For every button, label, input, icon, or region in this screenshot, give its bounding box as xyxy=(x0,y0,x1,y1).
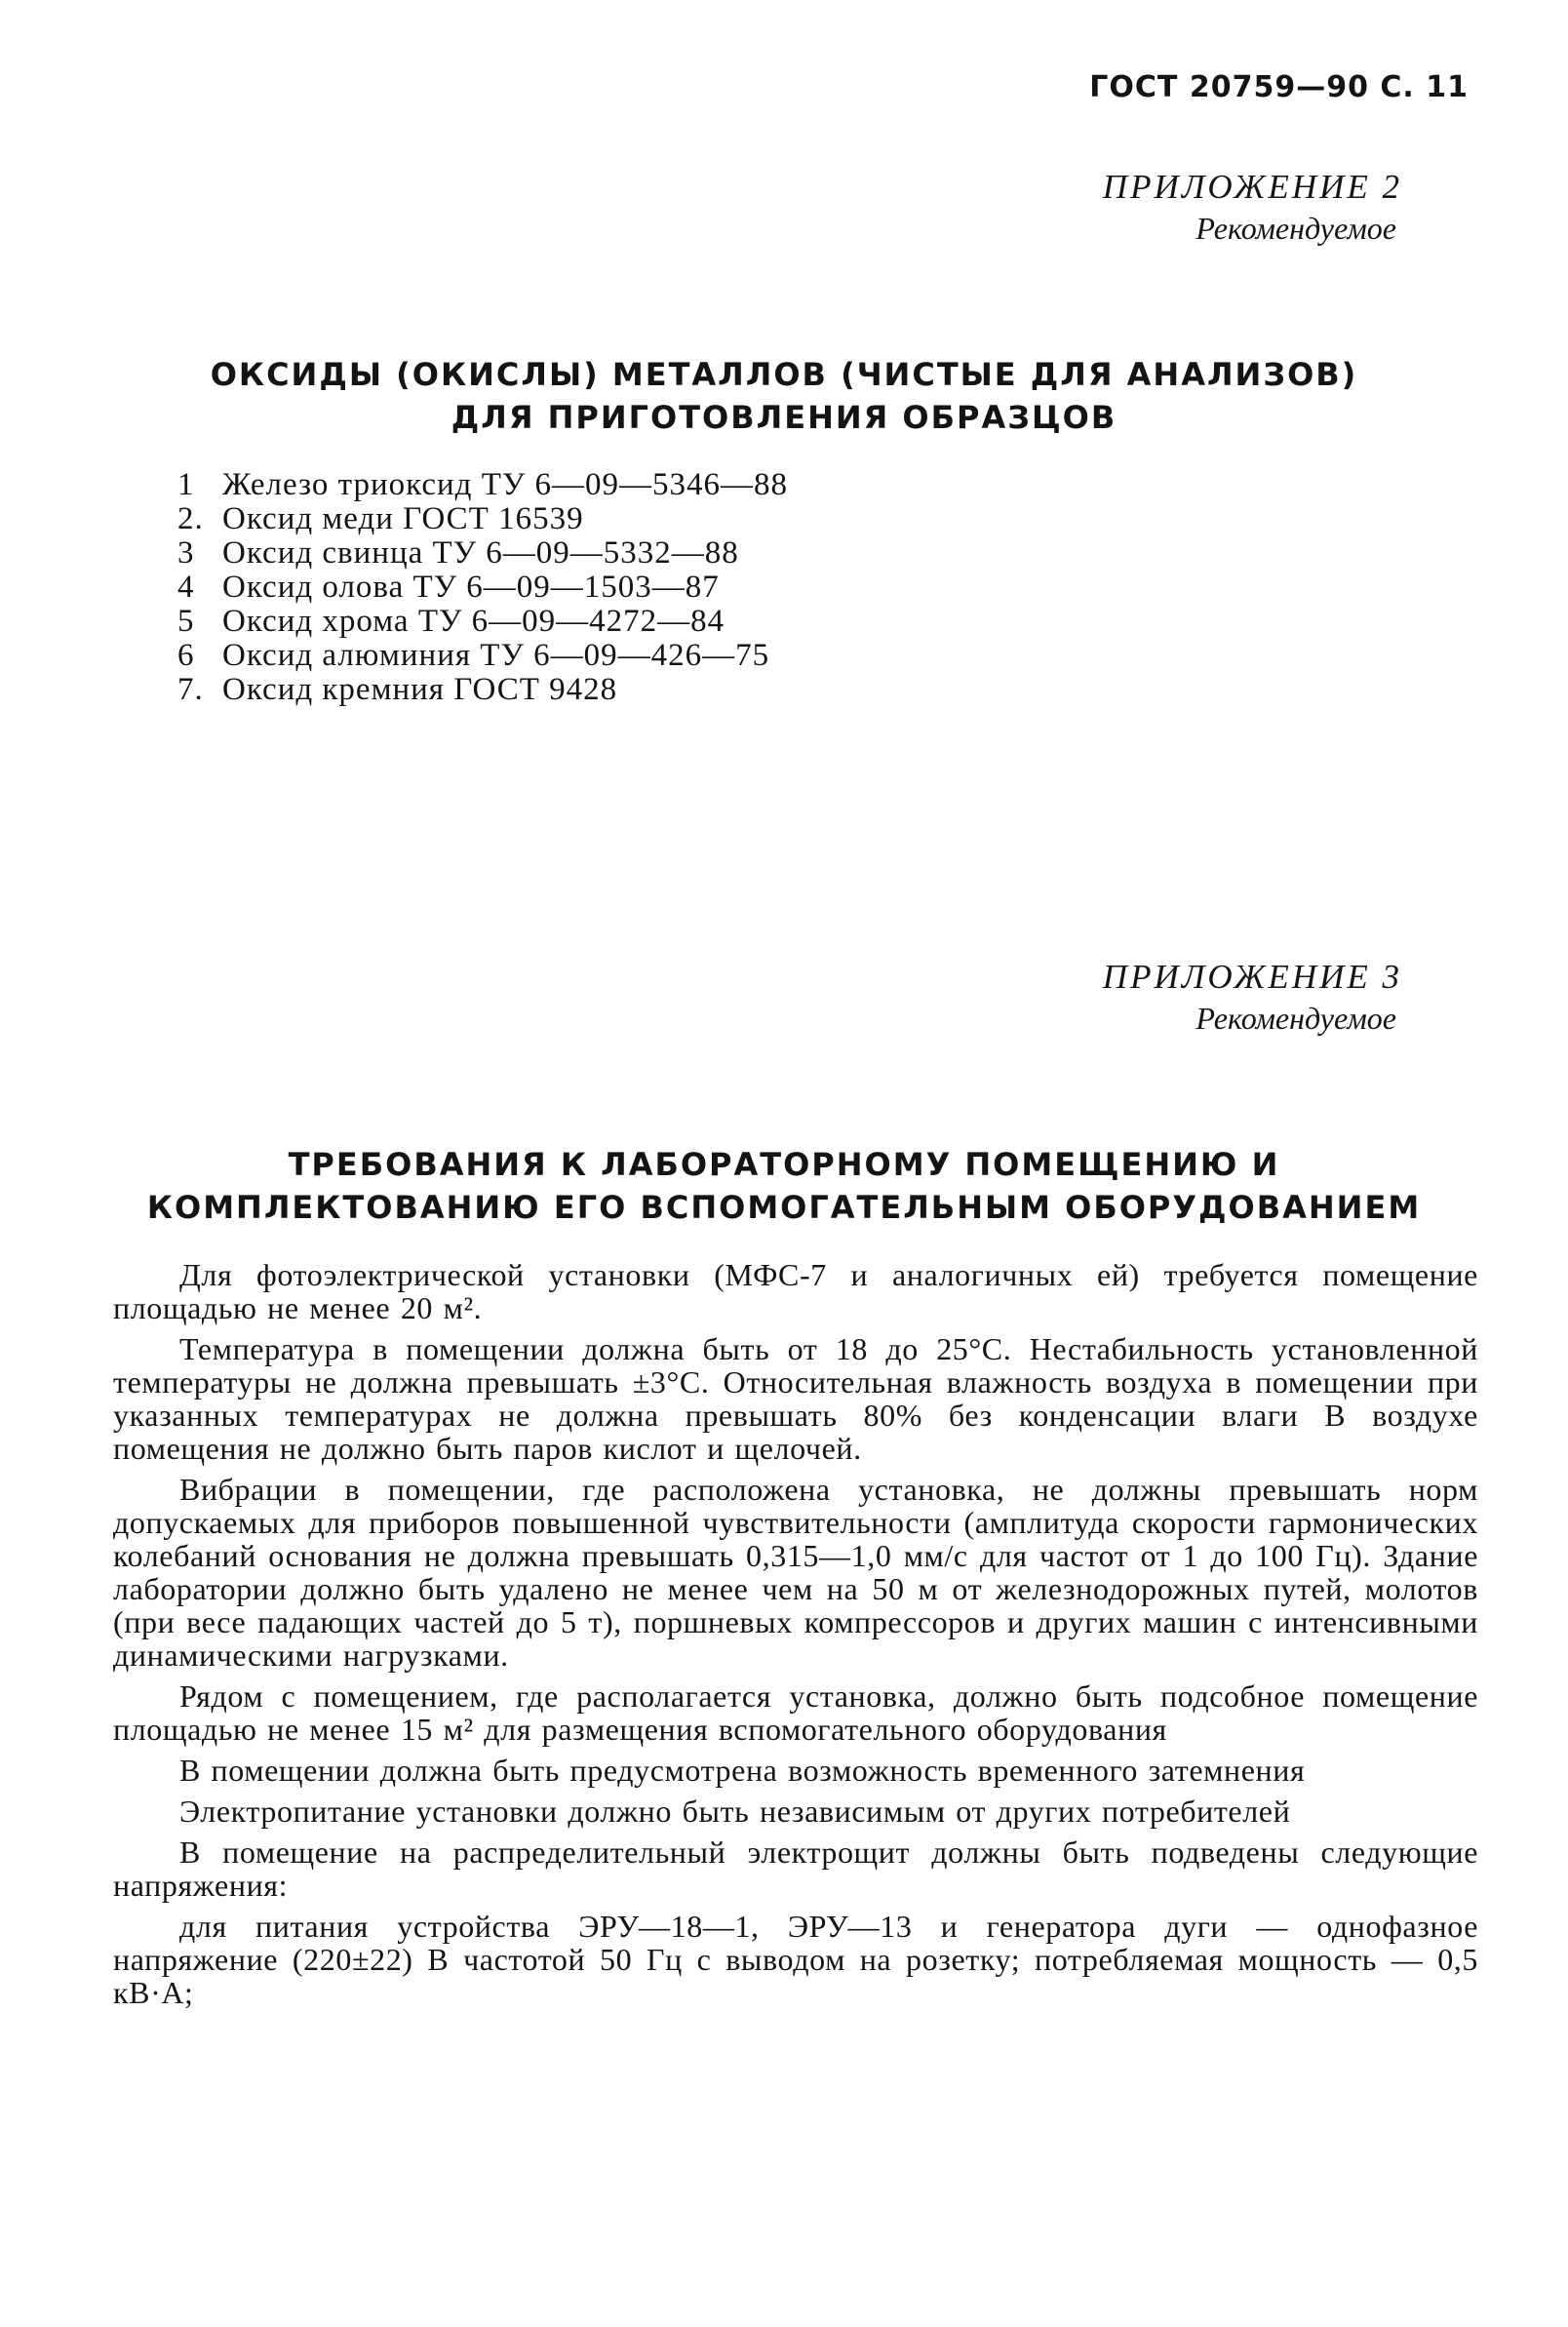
item-text: Оксид меди ГОСТ 16539 xyxy=(222,501,584,536)
appendix-status: Рекомендуемое xyxy=(1196,211,1396,246)
paragraph: В помещении должна быть предусмотрена возможность временного затемнения xyxy=(179,1753,1306,1788)
item-number: 6 xyxy=(177,638,195,673)
appendix-3-label xyxy=(1103,956,1402,1038)
requirements-text xyxy=(113,1258,1478,2009)
item-text: Железо триоксид ТУ 6—09—5346—88 xyxy=(222,467,788,502)
list-item xyxy=(177,639,788,673)
paragraph: Электропитание установки должно быть независимым от других потребителей xyxy=(179,1794,1291,1829)
list-item xyxy=(177,605,788,639)
heading-line: ТРЕБОВАНИЯ К ЛАБОРАТОРНОМУ ПОМЕЩЕНИЮ И xyxy=(288,1146,1280,1183)
item-text: Оксид кремния ГОСТ 9428 xyxy=(222,672,618,707)
item-number: 2. xyxy=(177,501,204,536)
list-item xyxy=(177,468,788,502)
appendix-2-label xyxy=(1103,166,1402,248)
list-item xyxy=(177,673,788,707)
appendix-status: Рекомендуемое xyxy=(1196,1001,1396,1036)
item-number: 3 xyxy=(177,535,195,571)
section-heading-requirements xyxy=(0,1143,1568,1229)
paragraph: Температура в помещении должна быть от 18 до 25°С. Нестабильность установленной температуры не должна превышать ±3°С. Относительная влажность воздуха в помещении при указанных температурах не должна превышать 80% без конденсации влаги В воздухе помещения не должно быть паров кислот и щелочей. xyxy=(113,1331,1478,1466)
page-header: ГОСТ 20759—90 С. 11 xyxy=(1089,70,1469,104)
section-heading-oxides xyxy=(0,353,1568,439)
item-text: Оксид свинца ТУ 6—09—5332—88 xyxy=(222,535,739,571)
oxide-list xyxy=(177,468,788,707)
appendix-title: ПРИЛОЖЕНИЕ 2 xyxy=(1102,168,1402,206)
item-number: 5 xyxy=(177,604,195,639)
list-item xyxy=(177,502,788,536)
paragraph: для питания устройства ЭРУ—18—1, ЭРУ—13 и генератора дуги — однофазное напряжение (220±22) В частотой 50 Гц с выводом на розетку; потребляемая мощность — 0,5 кВ·А; xyxy=(113,1909,1478,2010)
heading-line: ДЛЯ ПРИГОТОВЛЕНИЯ ОБРАЗЦОВ xyxy=(451,399,1117,436)
heading-line: ОКСИДЫ (ОКИСЛЫ) МЕТАЛЛОВ (ЧИСТЫЕ ДЛЯ АНАЛИЗОВ) xyxy=(210,356,1358,393)
paragraph: Вибрации в помещении, где расположена установка, не должны превышать норм допускаемых для приборов повышенной чувствительности (амплитуда скорости гармонических колебаний основания не должна превышать 0,315—1,0 мм/с для частот от 1 до 100 Гц). Здание лаборатории должно быть удалено не менее чем на 50 м от железнодорожных путей, молотов (при весе падающих частей до 5 т), поршневых компрессоров и других машин с интенсивными динамическими нагрузками. xyxy=(113,1472,1478,1673)
appendix-title: ПРИЛОЖЕНИЕ 3 xyxy=(1102,958,1402,996)
item-number: 1 xyxy=(177,467,195,502)
item-text: Оксид алюминия ТУ 6—09—426—75 xyxy=(222,638,770,673)
list-item xyxy=(177,571,788,605)
item-number: 4 xyxy=(177,570,195,605)
paragraph: Для фотоэлектрической установки (МФС-7 и аналогичных ей) требуется помещение площадью не менее 20 м². xyxy=(113,1257,1478,1325)
item-text: Оксид олова ТУ 6—09—1503—87 xyxy=(222,570,720,605)
item-text: Оксид хрома ТУ 6—09—4272—84 xyxy=(222,604,725,639)
paragraph: В помещение на распределительный электрощит должны быть подведены следующие напряжения: xyxy=(113,1834,1478,1903)
list-item xyxy=(177,536,788,571)
paragraph: Рядом с помещением, где располагается установка, должно быть подсобное помещение площадью не менее 15 м² для размещения вспомогательного оборудования xyxy=(113,1678,1478,1747)
heading-line: КОМПЛЕКТОВАНИЮ ЕГО ВСПОМОГАТЕЛЬНЫМ ОБОРУДОВАНИЕМ xyxy=(146,1189,1422,1226)
item-number: 7. xyxy=(177,672,204,707)
